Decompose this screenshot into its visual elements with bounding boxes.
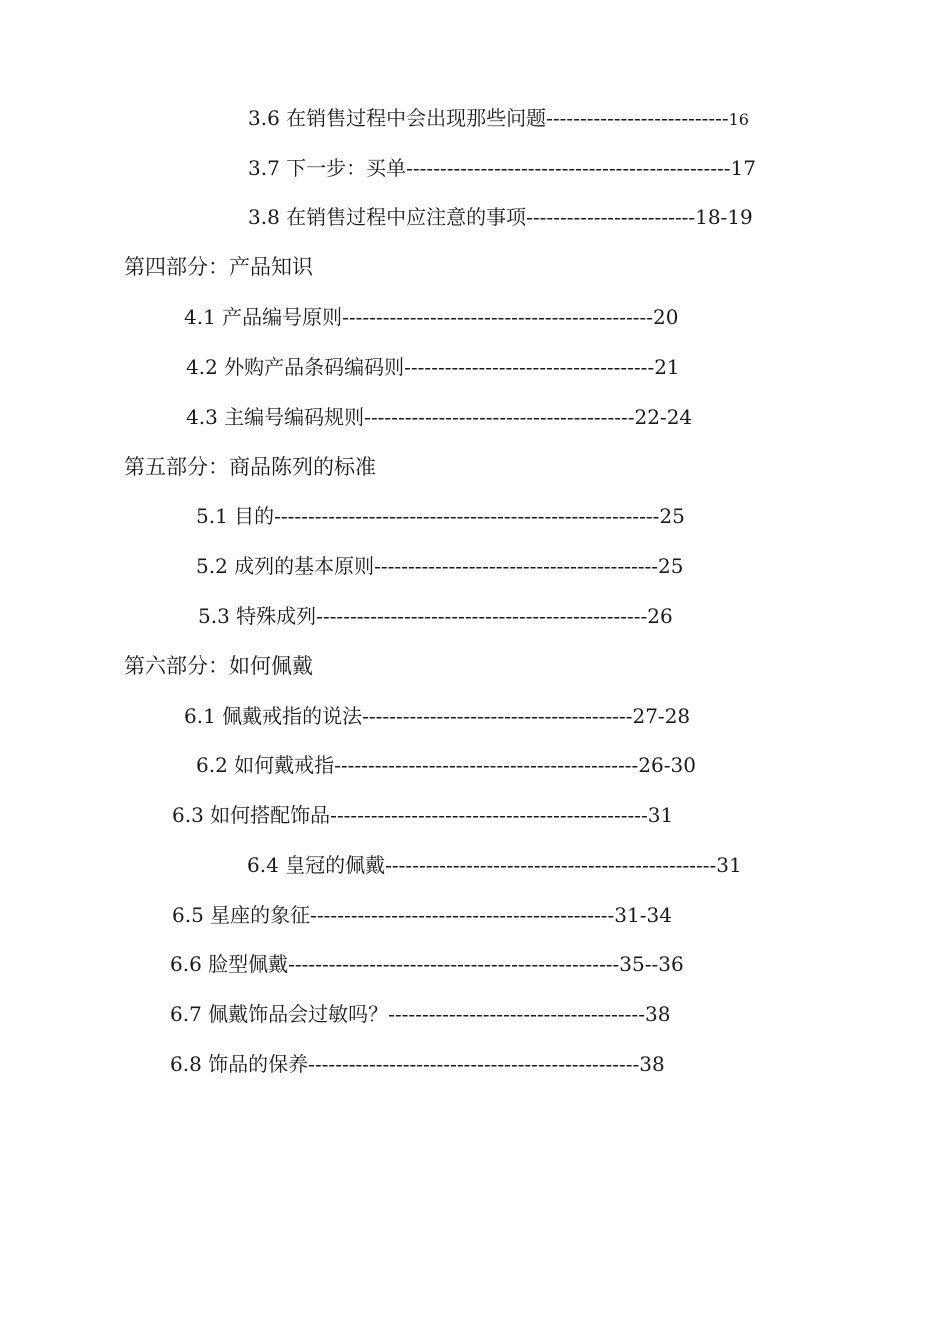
- toc-page-number: 20: [653, 305, 679, 329]
- toc-page-number: 22-24: [634, 405, 693, 429]
- toc-entry-6-6: [170, 951, 684, 977]
- toc-page-number: 26-30: [638, 753, 696, 777]
- toc-section-title: 第五部分：商品陈列的标准: [124, 455, 376, 479]
- toc-entry-3-7: [248, 155, 756, 181]
- toc-entry-text: 5.1 目的---------------------------------------------------------: [196, 504, 660, 528]
- toc-entry-5-3: [198, 603, 673, 629]
- toc-entry-6-7: [170, 1001, 670, 1027]
- toc-entry-text: 3.6 在销售过程中会出现那些问题---------------------------: [248, 106, 729, 130]
- toc-entry-text: 6.5 星座的象征---------------------------------------------: [172, 903, 615, 927]
- toc-page-number: 21: [654, 355, 680, 379]
- toc-page-number: 31: [647, 803, 674, 827]
- toc-page-number: 16: [728, 110, 749, 129]
- toc-page-number: 35--36: [619, 952, 684, 976]
- toc-page-number: 18-19: [695, 205, 753, 229]
- toc-entry-text: 3.7 下一步：买单------------------------------------------------: [248, 156, 731, 180]
- toc-entry-4-2: [186, 354, 680, 380]
- toc-entry-text: 4.1 产品编号原则----------------------------------------------: [184, 305, 654, 329]
- toc-page-number: 26: [647, 604, 673, 628]
- toc-section-title: 第六部分：如何佩戴: [124, 654, 313, 678]
- toc-page-number: 38: [644, 1002, 671, 1026]
- toc-entry-6-8: [170, 1051, 665, 1077]
- toc-entry-5-2: [196, 553, 683, 579]
- toc-entry-6-5: [172, 902, 672, 928]
- toc-page-number: 31-34: [614, 903, 672, 927]
- toc-section-title: 第四部分：产品知识: [124, 255, 313, 279]
- toc-entry-text: 4.3 主编号编码规则----------------------------------------: [186, 405, 635, 429]
- toc-section-part-6: [124, 653, 313, 679]
- toc-entry-text: 6.1 佩戴戒指的说法----------------------------------------: [184, 704, 633, 728]
- toc-entry-text: 6.4 皇冠的佩戴-------------------------------------------------: [247, 853, 717, 877]
- toc-entry-text: 6.3 如何搭配饰品-----------------------------------------------: [172, 803, 648, 827]
- toc-entry-5-1: [196, 503, 685, 529]
- toc-entry-4-1: [184, 304, 678, 330]
- toc-entry-6-2: [196, 752, 696, 778]
- toc-entry-text: 5.2 成列的基本原则------------------------------------------: [196, 554, 658, 578]
- toc-entry-3-8: [248, 204, 753, 230]
- toc-entry-text: 4.2 外购产品条码编码则-------------------------------------: [186, 355, 655, 379]
- toc-entry-text: 6.8 饰品的保养-------------------------------------------------: [170, 1052, 640, 1076]
- toc-entry-6-3: [172, 802, 673, 828]
- toc-entry-text: 6.6 脸型佩戴-------------------------------------------------: [170, 952, 620, 976]
- toc-page-number: 31: [716, 853, 742, 877]
- toc-section-part-4: [124, 254, 313, 280]
- toc-entry-text: 3.8 在销售过程中应注意的事项-------------------------: [248, 205, 696, 229]
- toc-entry-text: 6.2 如何戴戒指---------------------------------------------: [196, 753, 639, 777]
- toc-page-number: 25: [658, 554, 684, 578]
- toc-section-part-5: [124, 454, 376, 480]
- toc-page-number: 25: [659, 504, 685, 528]
- toc-entry-text: 6.7 佩戴饰品会过敏吗？--------------------------------------: [170, 1002, 645, 1026]
- toc-page-number: 38: [639, 1052, 665, 1076]
- toc-entry-6-1: [184, 703, 690, 729]
- toc-entry-4-3: [186, 404, 692, 430]
- toc-entry-text: 5.3 特殊成列-------------------------------------------------: [198, 604, 648, 628]
- toc-entry-6-4: [247, 852, 742, 878]
- toc-page-number: 27-28: [632, 704, 691, 728]
- toc-page-number: 17: [730, 156, 756, 180]
- toc-entry-3-6: [248, 105, 749, 131]
